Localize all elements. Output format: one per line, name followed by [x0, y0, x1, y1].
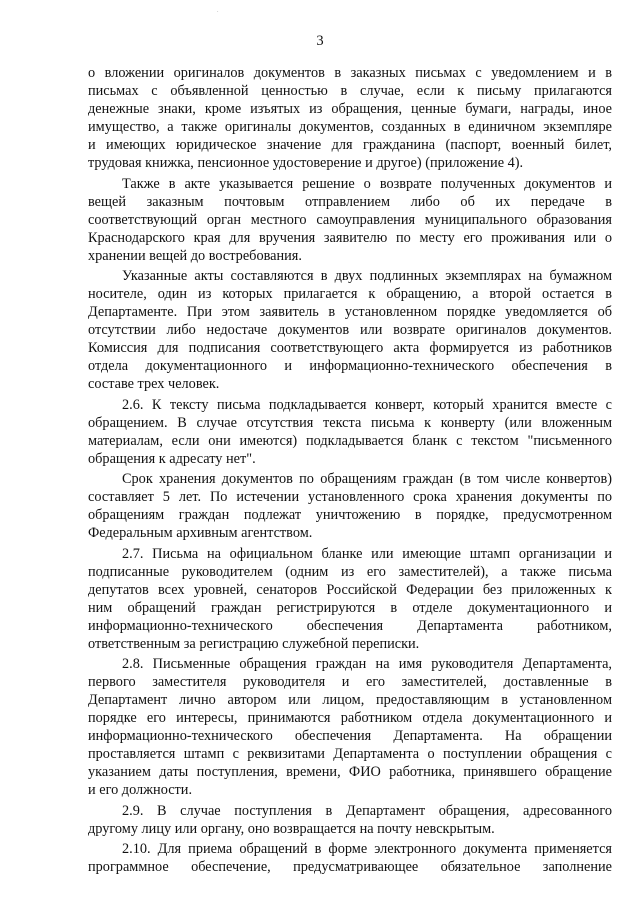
text-line: другому лицу или органу, оно возвращается на почту невскрытым.	[88, 820, 495, 837]
text-line: Федеральным архивным агентством.	[88, 525, 313, 541]
text-line: составе трех человек.	[88, 376, 220, 392]
text-line: составляет 5 лет. По истечении установленного срока хранения документы по	[88, 489, 612, 505]
paragraph	[88, 267, 612, 393]
text-line: обращения к адресату нет".	[88, 450, 256, 467]
text-line: программное обеспечение, предусматривающее обязательное заполнение	[88, 859, 612, 875]
paragraph	[88, 470, 612, 542]
text-line: обращением. В случае отсутствия текста письма к конверту (или вложенным	[88, 414, 612, 431]
text-line: 2.10. Для приема обращений в форме электронного документа применяется	[122, 841, 612, 857]
document-body	[88, 64, 612, 879]
text-line: проставляется штамп с реквизитами Департамента о поступлении обращения с	[88, 746, 612, 762]
text-line: Краснодарского края для вручения заявителю по месту его проживания или о	[88, 229, 612, 246]
text-line: отдела документационного и информационно-технического обеспечения в	[88, 358, 612, 374]
text-line: вещей заказным почтовым отправлением либо об их передаче в	[88, 193, 612, 210]
text-line: Указанные акты составляются в двух подлинных экземплярах на бумажном	[122, 268, 612, 284]
text-line: Срок хранения документов по обращениям граждан (в том числе конвертов)	[122, 471, 612, 487]
text-line: подписанные руководителем (одним из его заместителей), а также письма	[88, 563, 612, 580]
text-line: хранении вещей до востребования.	[88, 247, 302, 264]
text-line: Комиссия для подписания соответствующего акта формируется из работников	[88, 340, 612, 356]
text-line: ним обращений граждан регистрируются в отделе документационного и	[88, 599, 612, 616]
text-line: соответствующий орган местного самоуправления муниципального образования	[88, 211, 612, 228]
paragraph	[88, 545, 612, 653]
paragraph	[88, 802, 612, 838]
text-line: трудовая книжка, пенсионное удостоверение и другое) (приложение 4).	[88, 155, 524, 171]
text-line: денежные знаки, кроме изъятых из обращения, ценные бумаги, награды, иное	[88, 101, 612, 117]
page-number: 3	[316, 33, 324, 49]
text-line: Департаменте. При этом заявитель в установленном порядке уведомляется об	[88, 304, 612, 320]
text-line: имущество, а также оригиналы документов, созданных в единичном экземпляре	[88, 119, 612, 135]
scan-mark: .	[217, 8, 219, 14]
text-line: о вложении оригиналов документов в заказных письмах с уведомлением и в	[88, 65, 612, 81]
text-line: 2.8. Письменные обращения граждан на имя руководителя Департамента,	[122, 656, 612, 672]
text-line: первого заместителя руководителя и его заместителей, доставленные в	[88, 674, 612, 690]
paragraph	[88, 175, 612, 265]
text-line: и имеющих юридическое значение для гражданина (паспорт, военный билет,	[88, 137, 612, 153]
text-line: материалам, если они имеются) подкладывается бланк с текстом "письменного	[88, 432, 612, 449]
text-line: 2.7. Письма на официальном бланке или имеющие штамп организации и	[122, 545, 612, 562]
paragraph	[88, 64, 612, 172]
text-line: ответственным за регистрацию служебной переписки.	[88, 635, 420, 652]
text-line: отсутствии либо недостаче документов или возврате оригиналов документов.	[88, 322, 612, 338]
text-line: указанием даты поступления, времени, ФИО работника, принявшего обращение	[88, 764, 612, 780]
paragraph	[88, 840, 612, 876]
text-line: Также в акте указывается решение о возврате полученных документов и	[122, 175, 612, 192]
paragraph	[88, 655, 612, 799]
text-line: Департамент лично автором или лицом, предоставляющим в установленном	[88, 692, 612, 708]
text-line: и его должности.	[88, 782, 193, 798]
text-line: депутатов всех уровней, сенаторов Российской Федерации без приложенных к	[88, 581, 612, 598]
text-line: носителе, один из которых прилагается к обращению, а второй остается в	[88, 286, 612, 302]
text-line: письмах с объявленной ценностью в случае, если к письму прилагаются	[88, 83, 612, 99]
text-line: порядке его интересы, принимаются работником отдела документационного и	[88, 710, 612, 726]
text-line: 2.6. К тексту письма подкладывается конверт, который хранится вместе с	[122, 396, 612, 413]
text-line: информационно-технического обеспечения Департамента. На обращении	[88, 728, 612, 744]
paragraph	[88, 396, 612, 468]
text-line: 2.9. В случае поступления в Департамент обращения, адресованного	[122, 802, 612, 819]
text-line: обращениям граждан подлежат уничтожению в порядке, предусмотренном	[88, 507, 612, 523]
text-line: информационно-технического обеспечения Департамента работником,	[88, 617, 612, 634]
